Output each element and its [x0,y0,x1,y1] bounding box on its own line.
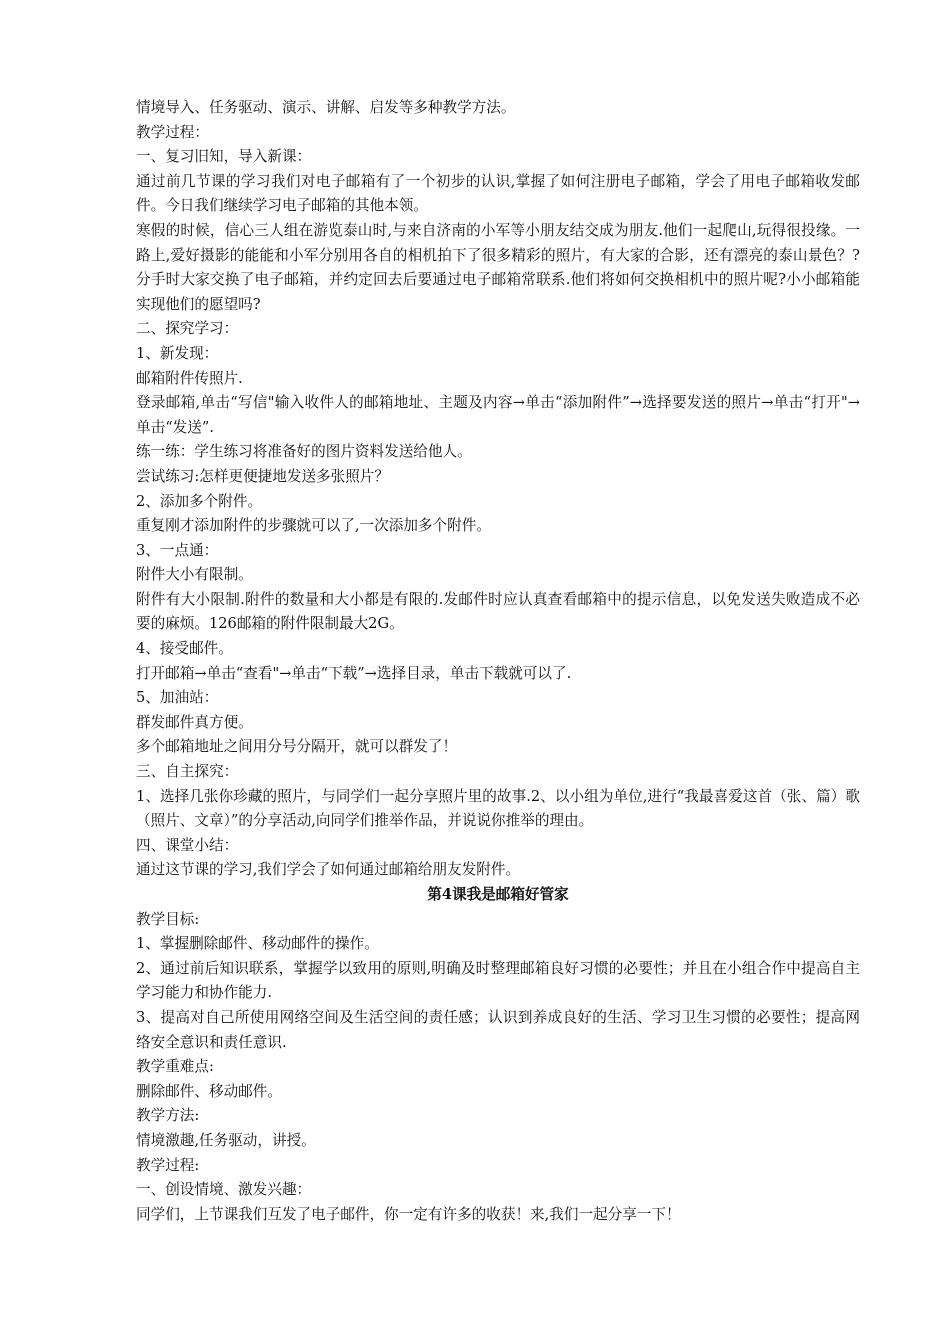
text-line: 情境导入、任务驱动、演示、讲解、启发等多种教学方法。 [136,99,516,116]
paragraph: 1、选择几张你珍藏的照片，与同学们一起分享照片里的故事.2、以小组为单位,进行“我最喜爱这首（张、篇）歌（照片、文章）”的分享活动,向同学们推举作品，并说说你推举的理由。 [136,787,860,830]
text-line: 重复刚才添加附件的步骤就可以了,一次添加多个附件。 [136,517,491,535]
text-line: 同学们，上节课我们互发了电子邮件，你一定有许多的收获！来,我们一起分享一下！ [136,1205,681,1223]
text-line: 一、创设情境、激发兴趣： [136,1181,312,1199]
paragraph: 寒假的时候，信心三人组在游览泰山时,与来自济南的小军等小朋友结交成为朋友.他们一起爬山,玩得很投缘。一路上,爱好摄影的能能和小军分别用各自的相机拍下了很多精彩的照片，有大家的合影，还有漂亮的泰山景色？?分手时大家交换了电子邮箱，并约定回去后要通过电子邮箱常联系.他们将如何交换相机中的照片呢?小小邮箱能实现他们的愿望吗? [136,221,860,313]
text-line: 教学过程: [136,1156,200,1174]
text-line: 打开邮箱→单击“查看"→单击“下载”→选择目录，单击下载就可以了. [136,664,572,682]
text-line: 3、一点通： [136,541,219,559]
paragraph: 3、提高对自己所使用网络空间及生活空间的责任感；认识到养成良好的生活、学习卫生习惯的必要性；提高网络安全意识和责任意识. [136,1008,860,1051]
lesson-title: 第4课我是邮箱好管家 [427,886,569,903]
lesson-4-body [136,908,860,1228]
text-line: 尝试练习:怎样更便捷地发送多张照片？ [136,467,390,485]
paragraph: 附件有大小限制.附件的数量和大小都是有限的.发邮件时应认真查看邮箱中的提示信息，以免发送失败造成不必要的麻烦。126邮箱的附件限制最大2G。 [136,590,860,633]
text-line: 删除邮件、移动邮件。 [136,1082,282,1100]
text-line: 通过这节课的学习,我们学会了如何通过邮箱给朋友发附件。 [136,861,521,879]
lesson-3-body [136,96,860,883]
text-line: 1、掌握删除邮件、移动邮件的操作。 [136,935,379,953]
text-line: 附件大小有限制。 [136,566,253,584]
text-line: 1、新发现： [136,344,219,362]
text-line: 教学目标: [136,910,200,928]
text-line: 多个邮箱地址之间用分号分隔开，就可以群发了！ [136,738,458,756]
text-line: 4、接受邮件。 [136,640,233,658]
text-line: 一、复习旧知，导入新课： [136,148,312,166]
text-line: 群发邮件真方便。 [136,713,253,731]
text-line: 练一练：学生练习将准备好的图片资料发送给他人。 [136,443,472,461]
paragraph: 通过前几节课的学习我们对电子邮箱有了一个初步的认识,掌握了如何注册电子邮箱，学会了用电子邮箱收发邮件。今日我们继续学习电子邮箱的其他本领。 [136,172,860,215]
paragraph: 登录邮箱,单击“写信"输入收件人的邮箱地址、主题及内容→单击“添加附件”→选择要发送的照片→单击“打开"→单击“发送”. [136,394,860,436]
text-line: 教学过程： [136,123,209,141]
text-line: 邮箱附件传照片. [136,369,243,387]
text-line: 四、课堂小结： [136,836,239,854]
text-line: 5、加油站： [136,689,219,707]
text-line: 二、探究学习： [136,320,239,338]
text-line: 三、自主探究： [136,763,239,781]
paragraph: 2、通过前后知识联系，掌握学以致用的原则,明确及时整理邮箱良好习惯的必要性；并且在小组合作中提高自主学习能力和协作能力. [136,959,860,1002]
text-line: 情境激趣,任务驱动，讲授。 [136,1131,316,1149]
text-line: 2、添加多个附件。 [136,492,263,510]
text-line: 教学方法: [136,1107,200,1125]
text-line: 教学重难点: [136,1058,214,1076]
document-page [136,96,860,1227]
